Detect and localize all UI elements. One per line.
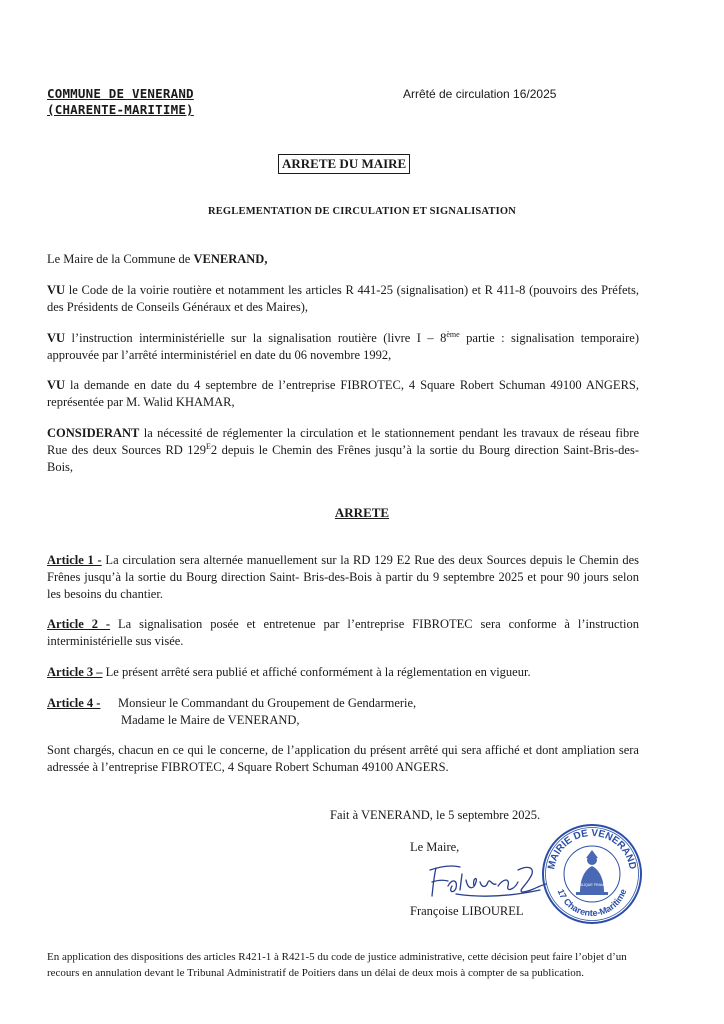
handwritten-signature [422,856,552,902]
commune-header [47,86,194,118]
page-subtitle: REGLEMENTATION DE CIRCULATION ET SIGNALISATION [207,206,517,217]
considerant-paragraph [47,425,639,476]
vu-text-cont: partie : signalisation temporaire) approuvée par l’arrêté interministériel en date du 06 novembre 1992, [47,331,640,362]
vu-label: VU [47,283,66,297]
vu-label: VU [47,331,66,345]
stamp-inner-text: REPUBLIQUE FRANCAISE [569,883,615,887]
commune-department: (CHARENTE-MARITIME) [47,102,194,117]
fait-a-line: Fait à VENERAND, le 5 septembre 2025. [330,808,541,822]
article-4-line-1: Monsieur le Commandant du Groupement de Gendarmerie, [118,696,417,710]
vu-paragraph-3 [47,377,639,411]
article-2 [47,616,639,650]
considerant-text: la nécessité de réglementer la circulation et le stationnement pendant les travaux de réseau fibre Rue des deux Sources RD 129 [47,426,639,457]
article-text: La signalisation posée et entretenue par l’entreprise FIBROTEC sera conforme à l’instruction interministérielle sus visée. [47,617,639,648]
considerant-label: CONSIDERANT [47,426,140,440]
intro-line [47,251,639,268]
signatory-name: Françoise LIBOUREL [410,904,524,918]
vu-paragraph-1 [47,282,639,316]
article-label: Article 4 - [47,696,101,710]
intro-commune: VENERAND, [193,252,268,266]
arrete-heading: ARRETE [334,505,390,520]
intro-text: Le Maire de la Commune de [47,252,194,266]
vu-text: l’instruction interministérielle sur la signalisation routière (livre I – 8 [65,331,447,345]
article-text: La circulation sera alternée manuellement sur la RD 129 E2 Rue des deux Sources depuis le Chemin des Frênes jusqu’à la sortie du Bourg direction Saint- Bris-des-Bois à partir du 9 septembre 2025 et pour 90 jours selon les besoins du chantier. [47,553,640,601]
article-label: Article 3 – [47,665,103,679]
article-text: Le présent arrêté sera publié et affiché conformément à la réglementation en vigueur. [102,665,531,679]
considerant-text-cont: 2 depuis le Chemin des Frênes jusqu’à la sortie du Bourg direction Saint-Bris-des-Bois, [47,443,639,474]
vu-paragraph-2 [47,330,639,364]
charges-paragraph: Sont chargés, chacun en ce qui le concerne, de l’application du présent arrêté qui sera affiché et dont ampliation sera adressée à l’entreprise FIBROTEC, 4 Square Robert Schuman 49100 ANGERS. [47,743,639,774]
mairie-stamp [540,822,644,926]
vu-label: VU [47,378,66,392]
legal-footer: En application des dispositions des articles R421-1 à R421-5 du code de justice administrative, cette décision peut faire l’objet d’un recours en annulation devant le Tribunal Administratif de Poitiers dans un délai de deux mois à compter de sa publication. [47,951,627,979]
arrete-number: Arrêté de circulation 16/2025 [403,87,557,101]
article-label: Article 1 - [47,553,102,567]
page-title: ARRETE DU MAIRE [278,154,410,174]
article-4-line-2: Madame le Maire de VENERAND, [121,713,300,727]
article-3 [47,664,639,681]
signatory-role: Le Maire, [410,840,460,854]
article-4 [47,695,639,727]
marianne-emblem [576,850,608,895]
vu-sup: ème [446,329,460,339]
stamp-top-text: MAIRIE DE VENERAND [546,827,638,871]
article-label: Article 2 - [47,617,111,631]
stamp-bottom-text: 17 Charente-Maritime [555,887,629,919]
vu-text: la demande en date du 4 septembre de l’entreprise FIBROTEC, 4 Square Robert Schuman 49100 ANGERS, représentée par M. Walid KHAMAR, [47,378,639,409]
commune-name: COMMUNE DE VENERAND [47,86,194,101]
vu-text: le Code de la voirie routière et notamment les articles R 441-25 (signalisation) et R 411-8 (pouvoirs des Préfets, des Présidents de Conseils Généraux et des Maires), [47,283,639,314]
considerant-sup: E [206,441,211,451]
article-1 [47,552,639,603]
